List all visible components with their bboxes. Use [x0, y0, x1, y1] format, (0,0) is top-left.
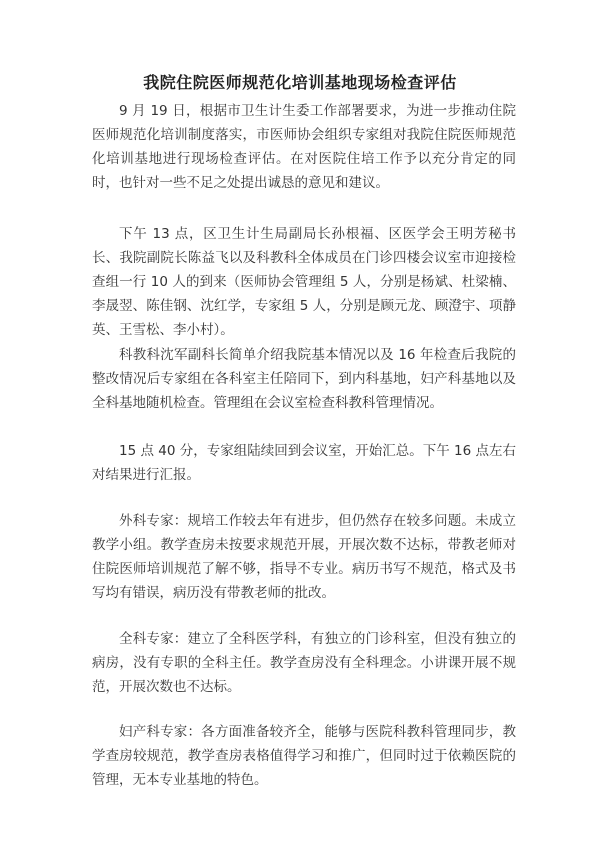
paragraph-site-inspection: 科教科沈军副科长简单介绍我院基本情况以及 16 年检查后我院的整改情况后专家组在各科室主任陪同下，到内科基地，妇产科基地以及全科基地随机检查。管理组在会议室检查科教科管理情况。: [92, 347, 516, 411]
paragraph-general-practice-expert: 全科专家：建立了全科医学科，有独立的门诊科室，但没有独立的病房，没有专职的全科主任。教学查房没有全科理念。小讲课开展不规范，开展次数也不达标。: [92, 631, 516, 695]
paragraph-welcome-meeting: 下午 13 点，区卫生计生局副局长孙根福、区医学会王明芳秘书长、我院副院长陈益飞以及科教科全体成员在门诊四楼会议室市迎接检查组一行 10 人的到来（医师协会管理组 5 人，分别是杨斌、杜梁楠、李晟翌、陈佳钢、沈红学，专家组 5 人，分别是顾元龙、顾澄宇、项静英、王雪松、李小村）。: [92, 226, 516, 338]
paragraph-surgery-expert: 外科专家：规培工作较去年有进步，但仍然存在较多问题。未成立教学小组。教学查房未按要求规范开展，开展次数不达标，带教老师对住院医师培训规范了解不够，指导不专业。病历书写不规范，格式及书写均有错误，病历没有带教老师的批改。: [92, 513, 516, 601]
paragraph-inspection-intro: 9 月 19 日，根据市卫生计生委工作部署要求，为进一步推动住院医师规范化培训制度落实，市医师协会组织专家组对我院住院医师规范化培训基地进行现场检查评估。在对医院住培工作予以充分肯定的同时，也针对一些不足之处提出诚恳的意见和建议。: [92, 103, 516, 191]
paragraph-obstetrics-expert: 妇产科专家：各方面准备较齐全，能够与医院科教科管理同步，教学查房较规范，教学查房表格值得学习和推广，但同时过于依赖医院的管理，无本专业基地的特色。: [92, 724, 516, 788]
paragraph-summary-report: 15 点 40 分，专家组陆续回到会议室，开始汇总。下午 16 点左右对结果进行汇报。: [92, 443, 516, 483]
document-title: 我院住院医师规范化培训基地现场检查评估: [143, 73, 457, 92]
